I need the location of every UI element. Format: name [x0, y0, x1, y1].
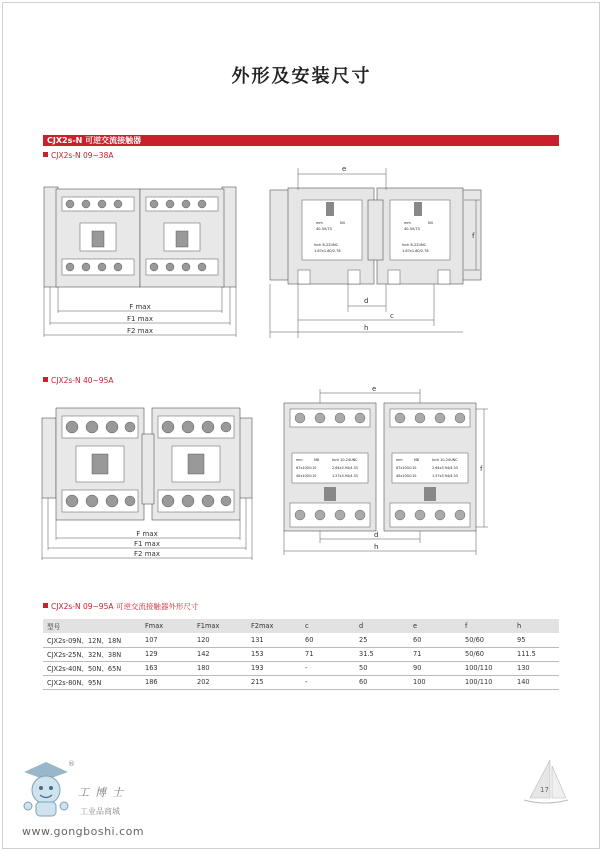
table-cell: 193: [247, 661, 301, 675]
table-cell: 129: [141, 647, 193, 661]
table-cell: 215: [247, 675, 301, 689]
label-mm-2: mm: [404, 221, 411, 225]
dim-label-d: d: [364, 297, 369, 305]
table-cell: -: [301, 675, 355, 689]
table-cell: 60: [301, 633, 355, 647]
label-dims-a: 67x100/110: [296, 466, 317, 470]
col-header: e: [409, 619, 461, 633]
table-cell: 60: [409, 633, 461, 647]
label-inch-3: Inch 10-24UNC: [332, 458, 358, 462]
table-cell: 25: [355, 633, 409, 647]
subhead-09-38a: [43, 151, 113, 160]
label-inch-4: Inch 10-24UNC: [432, 458, 458, 462]
brand-subtitle: 工业品商城: [80, 807, 120, 816]
dim-label-d-2: d: [374, 531, 379, 539]
dimensions-table: [43, 619, 559, 690]
label-dims-b-2: 2.64x3.94/4.33: [432, 466, 458, 470]
label-dims-inch: 1.67x1.80/2.76: [314, 249, 341, 253]
registered-mark: ®: [68, 760, 75, 768]
label-mm-4: mm: [396, 458, 403, 462]
sail-logo-icon: [520, 758, 570, 808]
table-cell: 111.5: [513, 647, 559, 661]
label-dims-mm: 40-50/70: [316, 227, 332, 231]
dim-label-f1max: F1 max: [127, 315, 153, 323]
bullet-square-icon: [43, 603, 48, 608]
label-n4-2: N4: [428, 221, 433, 225]
front-view-09-38a: [40, 175, 240, 345]
table-cell: 100/110: [461, 661, 513, 675]
dim-label-c: c: [390, 312, 394, 320]
col-header: 型号: [43, 619, 141, 633]
table-cell: CJX2s-40N、50N、65N: [43, 661, 141, 675]
col-header: Fmax: [141, 619, 193, 633]
label-mm-3: mm: [296, 458, 303, 462]
dim-label-h: h: [364, 324, 369, 332]
brand-name: 工博士: [78, 786, 129, 799]
label-dims-mm-2: 40-50/70: [404, 227, 420, 231]
table-cell: 130: [513, 661, 559, 675]
bullet-square-icon: [43, 152, 48, 157]
col-header: h: [513, 619, 559, 633]
dim-label-h-2: h: [374, 543, 379, 551]
table-cell: CJX2s-09N、12N、18N: [43, 633, 141, 647]
mount-view-40-95a: [280, 383, 490, 563]
col-header: F1max: [193, 619, 247, 633]
label-m8-2: M8: [414, 458, 420, 462]
table-cell: CJX2s-80N、95N: [43, 675, 141, 689]
label-dims-inch-2: 1.67x1.80/2.76: [402, 249, 429, 253]
label-dims-c-2: 40x100/110: [396, 474, 417, 478]
table-cell: 60: [355, 675, 409, 689]
label-dims-d: 1.57x3.94/4.33: [332, 474, 358, 478]
label-inch-2: Inch 8-22UNC: [402, 243, 427, 247]
table-cell: 202: [193, 675, 247, 689]
subhead-40-95a: [43, 376, 113, 385]
table-cell: 50/60: [461, 647, 513, 661]
bullet-square-icon: [43, 377, 48, 382]
table-row: [43, 647, 559, 661]
page-number: 17: [540, 786, 549, 794]
table-row: [43, 661, 559, 675]
table-cell: 120: [193, 633, 247, 647]
site-url: www.gongboshi.com: [22, 825, 145, 838]
table-cell: 90: [409, 661, 461, 675]
table-cell: CJX2s-25N、32N、38N: [43, 647, 141, 661]
dim-label-f-2: f: [480, 465, 483, 473]
label-n4: N4: [340, 221, 345, 225]
table-cell: 100/110: [461, 675, 513, 689]
subhead-text: CJX2s-N 09~95A 可逆交流接触器外形尺寸: [51, 602, 199, 611]
label-inch: Inch 8-22UNC: [314, 243, 339, 247]
dim-label-f2max: F2 max: [127, 327, 153, 335]
dim-label-fmax-2: F max: [136, 530, 158, 538]
table-cell: 180: [193, 661, 247, 675]
label-dims-d-2: 1.57x3.94/4.33: [432, 474, 458, 478]
table-row: [43, 675, 559, 689]
label-dims-b: 2.64x3.94/4.33: [332, 466, 358, 470]
dim-label-f: f: [472, 232, 475, 240]
subhead-text: CJX2s-N 40~95A: [51, 376, 114, 385]
col-header: c: [301, 619, 355, 633]
label-mm: mm: [316, 221, 323, 225]
dim-label-e: e: [342, 165, 347, 173]
table-cell: 71: [409, 647, 461, 661]
label-m8: M8: [314, 458, 320, 462]
table-header-row: [43, 619, 559, 633]
table-cell: 163: [141, 661, 193, 675]
table-cell: 50/60: [461, 633, 513, 647]
col-header: d: [355, 619, 409, 633]
table-cell: 95: [513, 633, 559, 647]
page-title: 外形及安装尺寸: [231, 66, 372, 87]
subhead-table: [43, 601, 198, 612]
subhead-text: CJX2s-N 09~38A: [51, 151, 114, 160]
table-cell: 71: [301, 647, 355, 661]
table-cell: 50: [355, 661, 409, 675]
mount-view-09-38a: [268, 160, 483, 340]
dim-label-e-2: e: [372, 385, 377, 393]
section-title-bar: CJX2s-N 可逆交流接触器: [43, 135, 559, 146]
col-header: f: [461, 619, 513, 633]
table-cell: 142: [193, 647, 247, 661]
label-dims-a-2: 67x100/110: [396, 466, 417, 470]
table-cell: 153: [247, 647, 301, 661]
front-view-40-95a: [40, 398, 255, 563]
table-cell: -: [301, 661, 355, 675]
dim-label-f2max-2: F2 max: [134, 550, 160, 558]
table-cell: 186: [141, 675, 193, 689]
label-dims-c: 40x100/110: [296, 474, 317, 478]
table-cell: 131: [247, 633, 301, 647]
table-cell: 31.5: [355, 647, 409, 661]
table-cell: 140: [513, 675, 559, 689]
col-header: F2max: [247, 619, 301, 633]
table-row: [43, 633, 559, 647]
table-cell: 100: [409, 675, 461, 689]
dim-label-fmax: F max: [129, 303, 151, 311]
table-cell: 107: [141, 633, 193, 647]
dim-label-f1max-2: F1 max: [134, 540, 160, 548]
